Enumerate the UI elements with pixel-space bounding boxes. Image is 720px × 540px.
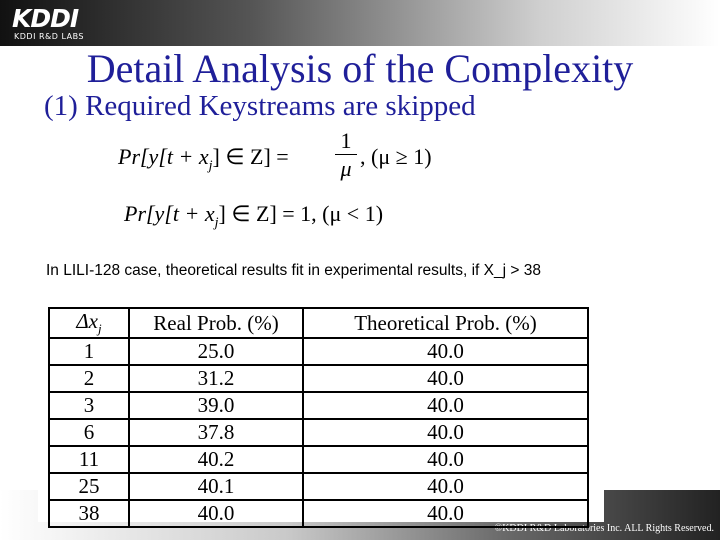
table-row: [49, 500, 588, 527]
formula-1-mid: ] ∈ Z] =: [212, 144, 289, 169]
slide-subtitle: (1) Required Keystreams are skipped: [44, 90, 476, 122]
cell-delta-x: 38: [49, 500, 129, 527]
cell-delta-x: 6: [49, 419, 129, 446]
cell-delta-x: 3: [49, 392, 129, 419]
header-theoretical-prob: Theoretical Prob. (%): [303, 308, 588, 338]
table-row: [49, 338, 588, 365]
formula-2: [124, 201, 383, 231]
table-row: [49, 392, 588, 419]
cell-real-prob: 40.0: [129, 500, 303, 527]
table-row: [49, 446, 588, 473]
cell-theoretical-prob: 40.0: [303, 446, 588, 473]
logo-text: KDDI: [12, 4, 79, 33]
table-row: [49, 419, 588, 446]
formula-1-fraction: [335, 128, 357, 183]
cell-real-prob: 39.0: [129, 392, 303, 419]
cell-real-prob: 31.2: [129, 365, 303, 392]
formula-1-condition: , (μ ≥ 1): [360, 144, 432, 169]
formula-1-sub: j: [208, 158, 213, 174]
header-bar: [0, 0, 720, 46]
table-row: [49, 365, 588, 392]
fraction-numerator: 1: [335, 128, 357, 155]
cell-theoretical-prob: 40.0: [303, 500, 588, 527]
fraction-denominator: μ: [340, 156, 352, 181]
slide-title: Detail Analysis of the Complexity: [86, 46, 634, 91]
cell-theoretical-prob: 40.0: [303, 365, 588, 392]
logo-subtext: KDDI R&D LABS: [14, 32, 85, 41]
copyright-text: ©KDDI R&D Laboratories Inc. ALL Rights Reserved.: [494, 523, 714, 534]
formula-1-lhs: Pr[y[t + x: [118, 144, 209, 169]
header-real-prob: Real Prob. (%): [129, 308, 303, 338]
cell-real-prob: 25.0: [129, 338, 303, 365]
formula-1: [118, 144, 289, 174]
cell-delta-x: 25: [49, 473, 129, 500]
note-text: In LILI-128 case, theoretical results fit in experimental results, if X_j > 38: [46, 262, 541, 279]
results-table-panel: [38, 300, 604, 526]
header-delta-x: [49, 308, 129, 338]
cell-real-prob: 37.8: [129, 419, 303, 446]
cell-theoretical-prob: 40.0: [303, 419, 588, 446]
cell-theoretical-prob: 40.0: [303, 338, 588, 365]
cell-theoretical-prob: 40.0: [303, 473, 588, 500]
cell-delta-x: 11: [49, 446, 129, 473]
header-delta-x-sub: j: [98, 321, 102, 337]
formula-2-rest: ] ∈ Z] = 1, (μ < 1): [218, 201, 384, 226]
cell-delta-x: 2: [49, 365, 129, 392]
formula-2-lhs: Pr[y[t + x: [124, 201, 215, 226]
cell-real-prob: 40.2: [129, 446, 303, 473]
formula-2-sub: j: [214, 215, 219, 231]
cell-theoretical-prob: 40.0: [303, 392, 588, 419]
results-table: [48, 307, 589, 528]
table-header-row: [49, 308, 588, 338]
kddi-logo: [8, 4, 98, 44]
table-row: [49, 473, 588, 500]
cell-real-prob: 40.1: [129, 473, 303, 500]
header-delta-x-label: Δx: [76, 309, 99, 333]
cell-delta-x: 1: [49, 338, 129, 365]
